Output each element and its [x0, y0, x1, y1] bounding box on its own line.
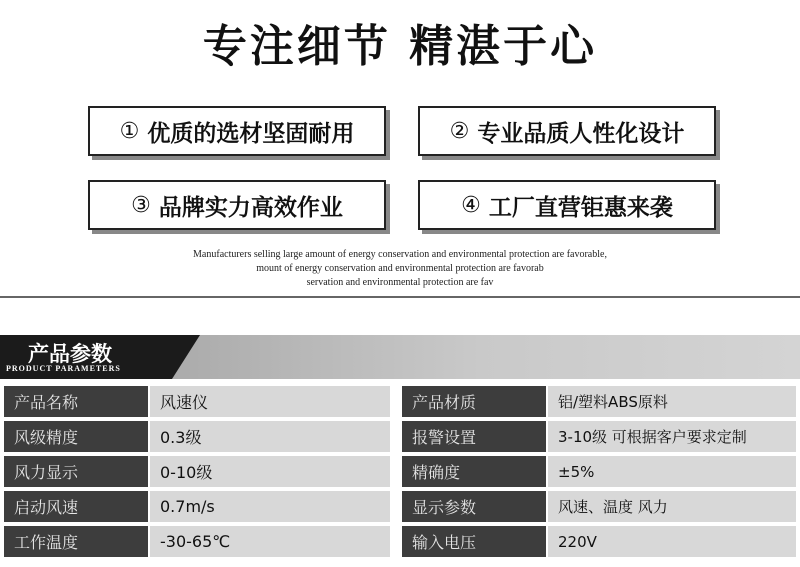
feature-number: ① — [119, 118, 140, 144]
params-row — [0, 491, 800, 526]
description-line-1: Manufacturers selling large amount of energy conservation and environmental protection are favorable, — [193, 249, 607, 260]
feature-box-1 — [88, 106, 386, 156]
params-row — [0, 456, 800, 491]
page-headline: 专注细节 精湛于心 — [202, 21, 598, 72]
params-row — [0, 526, 800, 561]
feature-box-4 — [418, 180, 716, 230]
params-row — [0, 386, 800, 421]
feature-box-2 — [418, 106, 716, 156]
params-title: 产品参数 — [28, 342, 112, 366]
feature-number: ④ — [461, 192, 481, 218]
param-value: 0.7m/s — [150, 491, 390, 522]
param-value: 0.3级 — [150, 421, 390, 452]
param-value: 220V — [548, 526, 796, 557]
feature-box-3 — [88, 180, 386, 230]
param-label: 风级精度 — [4, 421, 148, 452]
param-label: 输入电压 — [402, 526, 546, 557]
param-label: 风力显示 — [4, 456, 148, 487]
description-line-2: mount of energy conservation and environmental protection are favorab — [256, 263, 544, 274]
param-value: 风速仪 — [150, 386, 390, 417]
feature-text: 工厂直营钜惠来袭 — [488, 194, 673, 221]
feature-number: ③ — [131, 192, 151, 218]
description-line-3: servation and environmental protection are fav — [306, 277, 494, 288]
params-row — [0, 421, 800, 456]
param-value: 3-10级 可根据客户要求定制 — [548, 421, 796, 452]
params-table — [0, 386, 800, 561]
param-value: -30-65℃ — [150, 526, 390, 557]
feature-text: 品牌实力高效作业 — [158, 194, 343, 221]
param-value: 风速、温度 风力 — [548, 491, 796, 522]
section-divider — [0, 296, 800, 298]
param-label: 显示参数 — [402, 491, 546, 522]
param-label: 产品材质 — [402, 386, 546, 417]
param-label: 产品名称 — [4, 386, 148, 417]
param-label: 工作温度 — [4, 526, 148, 557]
param-value: ±5% — [548, 456, 796, 487]
feature-text: 专业品质人性化设计 — [477, 120, 685, 147]
params-subtitle: PRODUCT PARAMETERS — [6, 364, 121, 373]
param-label: 精确度 — [402, 456, 546, 487]
feature-text: 优质的选材坚固耐用 — [147, 120, 355, 147]
param-value: 铝/塑料ABS原料 — [548, 386, 796, 417]
feature-number: ② — [449, 118, 470, 144]
param-label: 报警设置 — [402, 421, 546, 452]
param-label: 启动风速 — [4, 491, 148, 522]
param-value: 0-10级 — [150, 456, 390, 487]
